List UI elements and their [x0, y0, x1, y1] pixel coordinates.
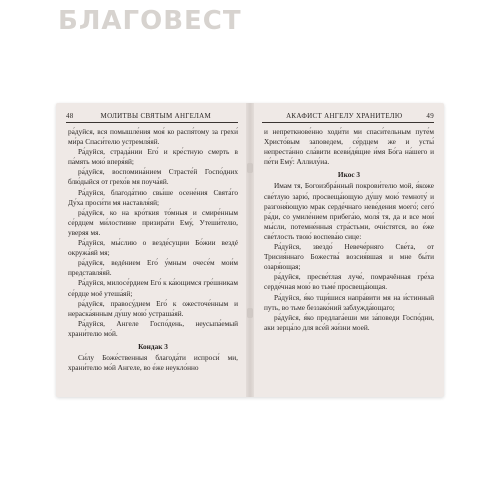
left-paragraph: Ра́дуйся, мы́слию о везде́сущии Бо́жии вездé окружа́яй мя;: [68, 238, 238, 258]
left-paragraph: Ра́дуйся, милосе́рдием Его́ к ка́ющимся гре́шникам се́рдце моё утеша́яй;: [68, 278, 238, 298]
book-spread: [56, 103, 444, 397]
kondak-heading: Кондак 3: [138, 341, 168, 351]
right-paragraph: ра́дуйся, я́ко предлага́еши ми за́поведи Госпо́дни, аки зерца́ло для все́й жи́зни моей.: [264, 312, 434, 332]
left-paragraph: ра́дуйся, ведéнием Его́ у́мным очесе́м мои́м представля́яй.: [68, 258, 238, 278]
left-paragraph: Ра́дуйся, страда́нии Его́ и кре́стную смерть в па́мять мою́ вперя́яй;: [68, 147, 238, 167]
left-paragraph: ра́дуйся, правосу́дием Его́ к ожесточе́нным и нераска́янным ду́шу мою́ устраша́яй.: [68, 298, 238, 318]
ikos-heading: Икос 3: [337, 170, 361, 180]
left-running-title: МОЛИТВЫ СВЯТЫМ АНГЕЛАМ: [100, 112, 212, 120]
left-paragraph: ра́дуйся, ко на кро́ткия то́мныя и смире́нным се́рдцем ми́лостивне призира́ти Ему́, Утеши́телю, уверяя мя.: [68, 207, 238, 237]
left-paragraph: ра́дуйся, вся помышле́ния моя́ ко распя́тому за грехи́ ми́ра Спаси́телю устремля́яй.: [68, 127, 238, 147]
left-closing-paragraph: Си́лу Боже́ственныя благода́ти испроси́ ми, храни́телю мо́й Ангеле, во е́же неукло́нно: [68, 353, 238, 373]
left-page: [56, 103, 248, 397]
brand-logo: БЛАГОВЕСТ: [58, 6, 242, 36]
right-paragraph: Имам тя, Богоизбра́нный покрови́телю мой, я́коже све́тлую зарю́, просвеща́ющую ду́шу мою́ темноту́ и разгоня́ющую мрак серде́чнаго неве́дения моего́; сего́ ра́ди, со умиле́нием прибега́ю, моля́ тя, да и все мои́ мы́сли, потемне́нныя стра́стьми, очи́стятся, во е́же све́тлость твою́ воспева́ю сице:: [264, 181, 434, 241]
right-page-body: [264, 127, 434, 333]
left-page-number: 48: [66, 112, 74, 120]
left-paragraph: Ра́дуйся, благода́тию свы́ше осене́ния Свята́го Ду́ха проси́ти мя наставля́яй;: [68, 187, 238, 207]
left-paragraph: ра́дуйся, воспомина́нием Страсте́й Госпо́дних блю́дыйся от грехо́в мя поуча́яй.: [68, 167, 238, 187]
right-page-number: 49: [426, 112, 434, 120]
right-intro-paragraph: и непреткнове́нно ходи́ти ми спаси́тельным путе́м Христо́вым заповедем, се́рдцем же и усты́ непреста́нно сла́вити всеви́дя́щие и́мя Бо́га на́шего и пе́ти Ему́: Аллилу́иа.: [264, 127, 434, 167]
right-paragraph: Ра́дуйся, звездо́ Невече́рняго Све́та, от Трисия́ннаго Божества́ возсия́вшая и мне бы́ти озаря́ющая;: [264, 242, 434, 272]
left-page-body: [68, 127, 238, 373]
right-running-head: [262, 112, 434, 123]
right-page: [252, 103, 444, 397]
right-paragraph: ра́дуйся, пресве́тлая луче́, помрачённая гре́ха серде́чная мою́ во тьме́ просвеща́ющая.: [264, 272, 434, 292]
left-running-head: [66, 112, 238, 123]
right-paragraph: Ра́дуйся, я́ко тщи́шися напра́вити мя на и́стинный путь, во тьме беззако́ний заблужда́ющаго;: [264, 292, 434, 312]
right-running-title: АКАФИСТ АНГЕЛУ ХРАНИТЕЛЮ: [286, 112, 403, 120]
left-paragraph: Ра́дуйся, Ангеле Госпо́день, неусыпа́емый храни́телю мо́й.: [68, 318, 238, 338]
